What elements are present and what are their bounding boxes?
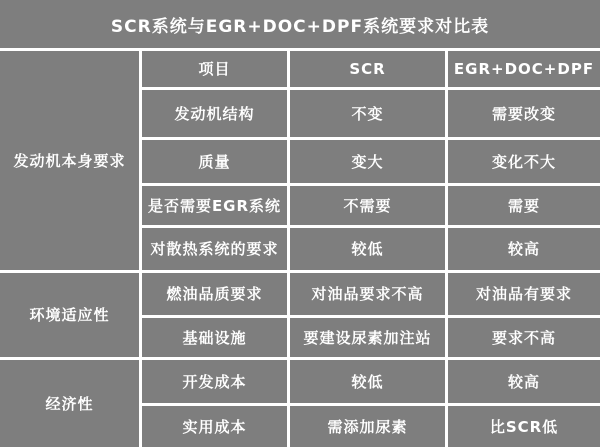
comparison-table	[0, 51, 600, 447]
table-cell-egr: 对油品有要求	[448, 273, 600, 315]
table-cell-egr: 要求不高	[448, 318, 600, 357]
table-cell-scr: 要建设尿素加注站	[290, 318, 445, 357]
table-cell-scr: 需添加尿素	[290, 406, 445, 447]
table-cell-egr: 比SCR低	[448, 406, 600, 447]
table-cell-item: 质量	[142, 140, 287, 183]
column-header-item: 项目	[142, 51, 287, 87]
table-cell-egr: 较高	[448, 228, 600, 270]
table-cell-item: 开发成本	[142, 360, 287, 403]
table-title: SCR系统与EGR+DOC+DPF系统要求对比表	[0, 0, 600, 48]
table-cell-scr: 对油品要求不高	[290, 273, 445, 315]
table-cell-egr: 较高	[448, 360, 600, 403]
row-group-cell: 经济性	[0, 360, 139, 447]
table-cell-egr: 需要改变	[448, 90, 600, 137]
table-cell-egr: 需要	[448, 186, 600, 225]
row-group-cell: 发动机本身要求	[0, 51, 139, 270]
table-cell-item: 实用成本	[142, 406, 287, 447]
table-cell-item: 发动机结构	[142, 90, 287, 137]
table-cell-scr: 不需要	[290, 186, 445, 225]
row-group-cell: 环境适应性	[0, 273, 139, 357]
table-cell-egr: 变化不大	[448, 140, 600, 183]
table-cell-scr: 变大	[290, 140, 445, 183]
table-cell-item: 是否需要EGR系统	[142, 186, 287, 225]
table-cell-item: 对散热系统的要求	[142, 228, 287, 270]
table-cell-item: 燃油品质要求	[142, 273, 287, 315]
table-cell-item: 基础设施	[142, 318, 287, 357]
column-header-scr: SCR	[290, 51, 445, 87]
table-cell-scr: 较低	[290, 360, 445, 403]
table-body-wrap	[0, 48, 600, 447]
table-cell-scr: 不变	[290, 90, 445, 137]
column-header-egr: EGR+DOC+DPF	[448, 51, 600, 87]
table-cell-scr: 较低	[290, 228, 445, 270]
